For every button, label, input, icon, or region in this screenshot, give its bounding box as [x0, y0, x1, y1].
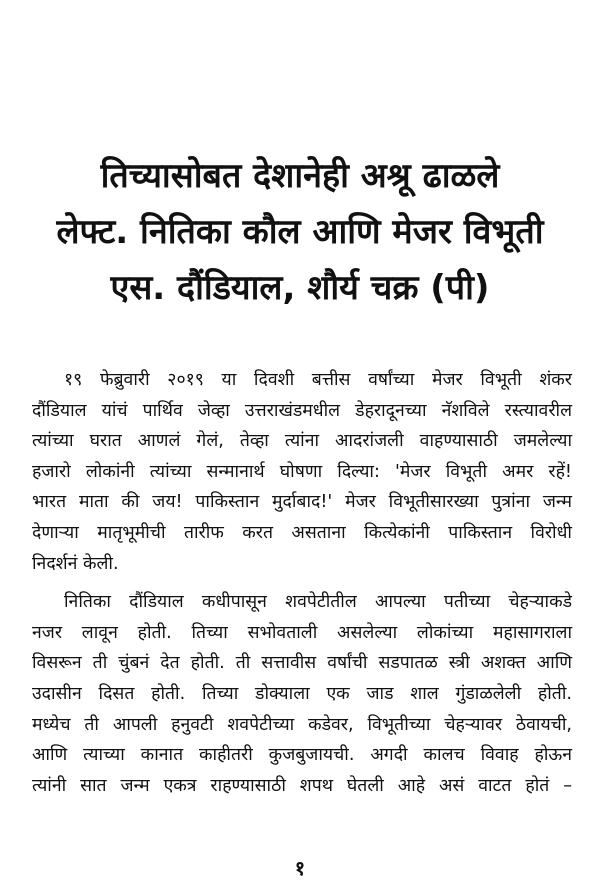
paragraph-line: हजारो लोकांनी त्यांच्या सन्मानार्थ घोषणा दिल्या: 'मेजर विभूती अमर रहें!: [32, 461, 572, 482]
paragraph-line: विसरून ती चुंबनं देत होती. ती सत्तावीस वर्षांची सडपातळ स्त्री अशक्त आणि: [32, 653, 572, 674]
body-text: [32, 365, 572, 809]
paragraph-line: उदासीन दिसत होती. तिच्या डोक्याला एक जाड शाल गुंडाळलेली होती.: [32, 683, 572, 704]
paragraph-line: निदर्शनं केली.: [32, 553, 119, 574]
paragraph-line: नितिका दौंडियाल कधीपासून शवपेटीतील आपल्या पतीच्या चेहऱ्याकडे: [64, 592, 572, 613]
chapter-title-line: तिच्यासोबत देशानेही अश्रू ढाळले: [100, 156, 500, 196]
paragraph-line: देणाऱ्या मातृभूमीची तारीफ करत असताना कित्येकांनी पाकिस्तान विरोधी: [32, 522, 572, 543]
paragraph-line: आणि त्याच्या कानात काहीतरी कुजबुजायची. अगदी कालच विवाह होऊन: [32, 745, 572, 766]
paragraph-line: त्यांच्या घरात आणलं गेलं, तेव्हा त्यांना आदरांजली वाहण्यासाठी जमलेल्या: [32, 431, 572, 452]
chapter-title-line: एस. दौंडियाल, शौर्य चक्र (पी): [110, 268, 490, 308]
chapter-title-line: लेफ्ट. नितिका कौल आणि मेजर विभूती: [56, 212, 544, 252]
paragraph: [32, 365, 572, 579]
paragraph: [32, 587, 572, 801]
paragraph-line: दौंडियाल यांचं पार्थिव जेव्हा उत्तराखंडमधील डेहरादूनच्या नॅशविले रस्त्यावरील: [32, 400, 572, 421]
page-number: १: [294, 856, 306, 880]
paragraph-line: मध्येच ती आपली हनुवटी शवपेटीच्या कडेवर, विभूतीच्या चेहऱ्यावर ठेवायची,: [32, 714, 572, 735]
paragraph-line: त्यांनी सात जन्म एकत्र राहण्यासाठी शपथ घेतली आहे असं वाटत होतं –: [32, 775, 572, 796]
paragraph-line: १९ फेब्रुवारी २०१९ या दिवशी बत्तीस वर्षांच्या मेजर विभूती शंकर: [64, 370, 572, 390]
paragraph-line: नजर लावून होती. तिच्या सभोवताली असलेल्या लोकांच्या महासागराला: [32, 622, 572, 643]
chapter-title: [20, 148, 580, 316]
paragraph-line: भारत माता की जय! पाकिस्तान मुर्दाबाद!' मेजर विभूतीसारख्या पुत्रांना जन्म: [32, 492, 572, 513]
